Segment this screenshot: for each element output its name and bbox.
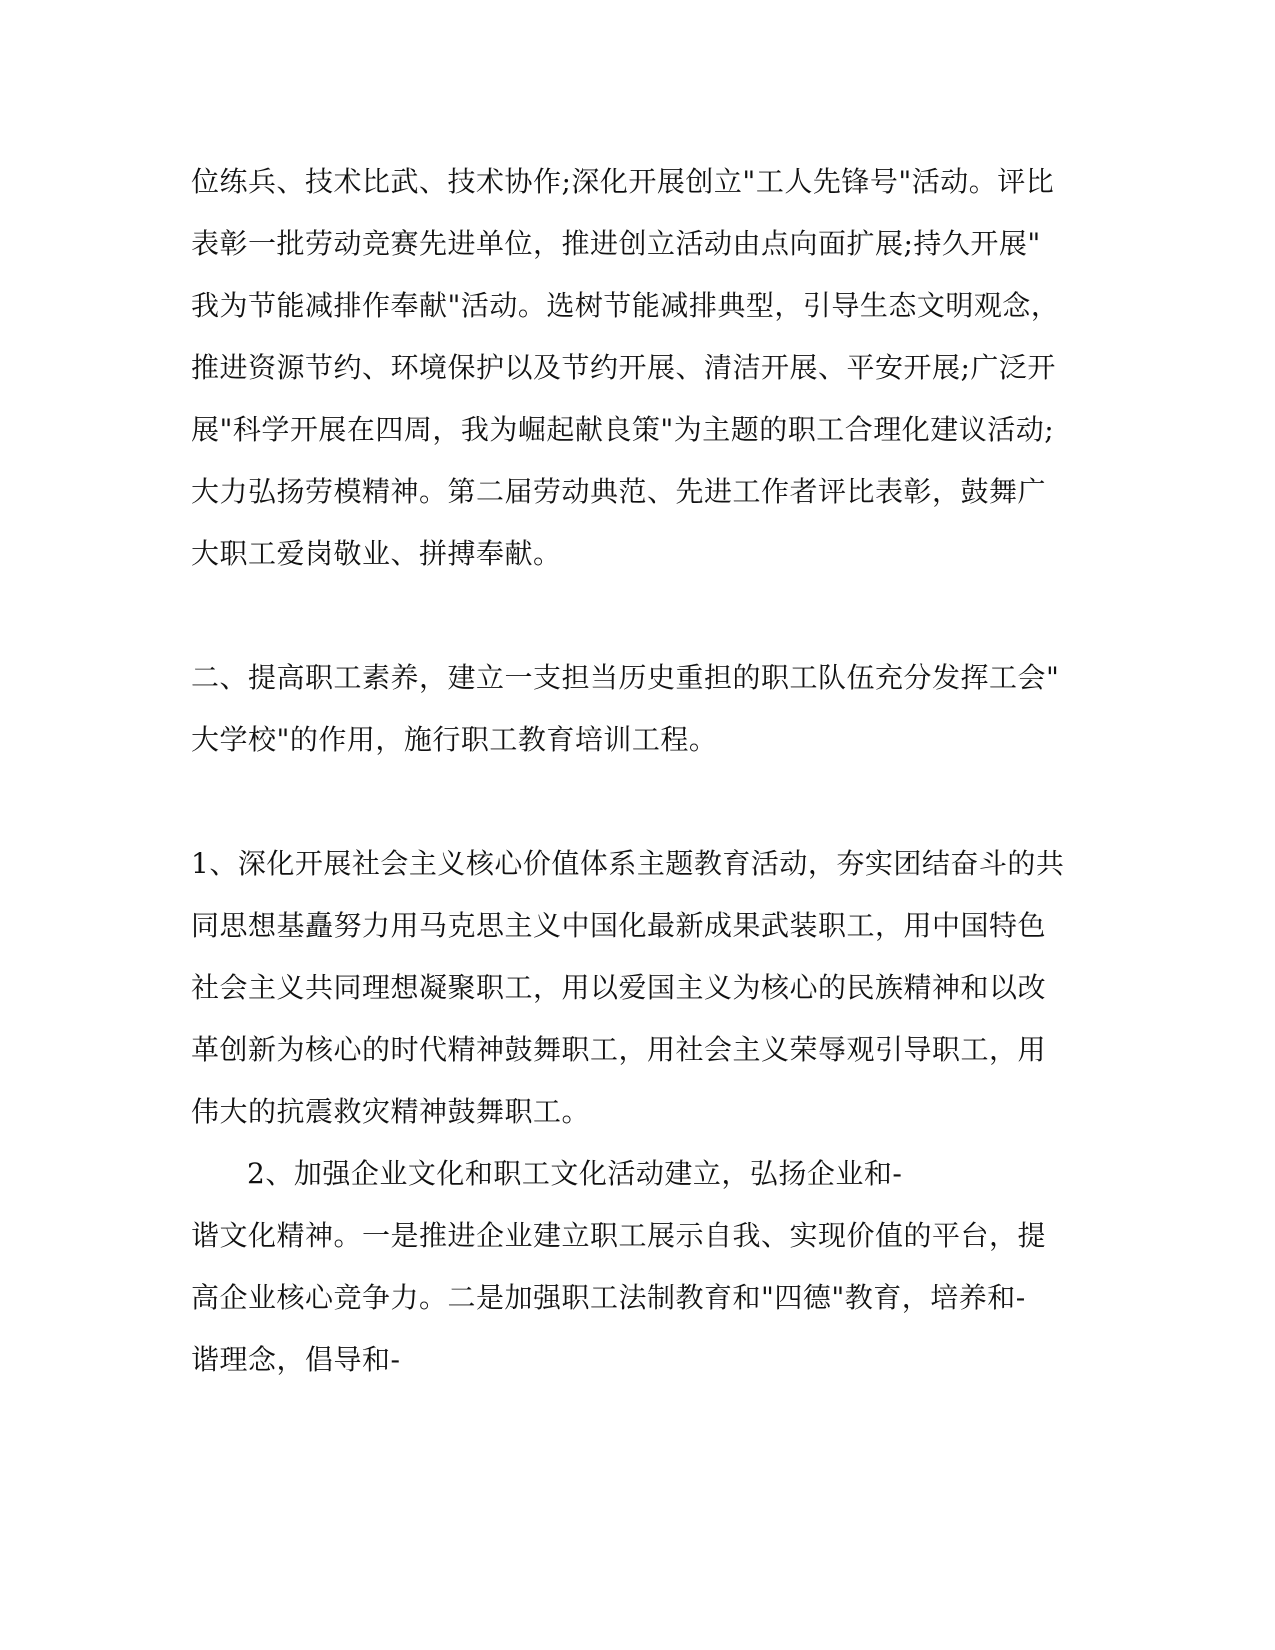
paragraph-1-line-7: 大职工爱岗敬业、拼搏奉献。 — [191, 537, 562, 570]
paragraph-3-line-3: 社会主义共同理想凝聚职工，用以爱国主义为核心的民族精神和以改 — [191, 971, 1047, 1004]
paragraph-4-line-2: 谐文化精神。一是推进企业建立职工展示自我、实现价值的平台，提 — [191, 1219, 1047, 1252]
paragraph-1-line-5: 展"科学开展在四周，我为崛起献良策"为主题的职工合理化建议活动; — [191, 413, 1055, 446]
paragraph-3-line-1: 1、深化开展社会主义核心价值体系主题教育活动，夯实团结奋斗的共 — [191, 847, 1065, 880]
paragraph-4-line-1: 2、加强企业文化和职工文化活动建立，弘扬企业和- — [247, 1157, 903, 1190]
paragraph-3-line-2: 同思想基矗努力用马克思主义中国化最新成果武装职工，用中国特色 — [191, 909, 1047, 942]
paragraph-1-line-3: 我为节能减排作奉献"活动。选树节能减排典型，引导生态文明观念， — [191, 289, 1060, 322]
paragraph-4-line-3: 高企业核心竞争力。二是加强职工法制教育和"四德"教育，培养和- — [191, 1281, 1026, 1314]
section-heading-line-2: 大学校"的作用，施行职工教育培训工程。 — [191, 723, 718, 756]
paragraph-1-line-4: 推进资源节约、环境保护以及节约开展、清洁开展、平安开展;广泛开 — [191, 351, 1056, 384]
paragraph-1-line-6: 大力弘扬劳模精神。第二届劳动典范、先进工作者评比表彰，鼓舞广 — [191, 475, 1047, 508]
paragraph-1-line-2: 表彰一批劳动竞赛先进单位，推进创立活动由点向面扩展;持久开展" — [191, 227, 1041, 260]
paragraph-1-line-1: 位练兵、技术比武、技术协作;深化开展创立"工人先锋号"活动。评比 — [191, 165, 1055, 198]
paragraph-4-line-4: 谐理念，倡导和- — [191, 1343, 401, 1376]
section-heading-line-1: 二、提高职工素养，建立一支担当历史重担的职工队伍充分发挥工会" — [191, 661, 1060, 694]
paragraph-3-line-5: 伟大的抗震救灾精神鼓舞职工。 — [191, 1095, 591, 1128]
paragraph-3-line-4: 革创新为核心的时代精神鼓舞职工，用社会主义荣辱观引导职工，用 — [191, 1033, 1047, 1066]
